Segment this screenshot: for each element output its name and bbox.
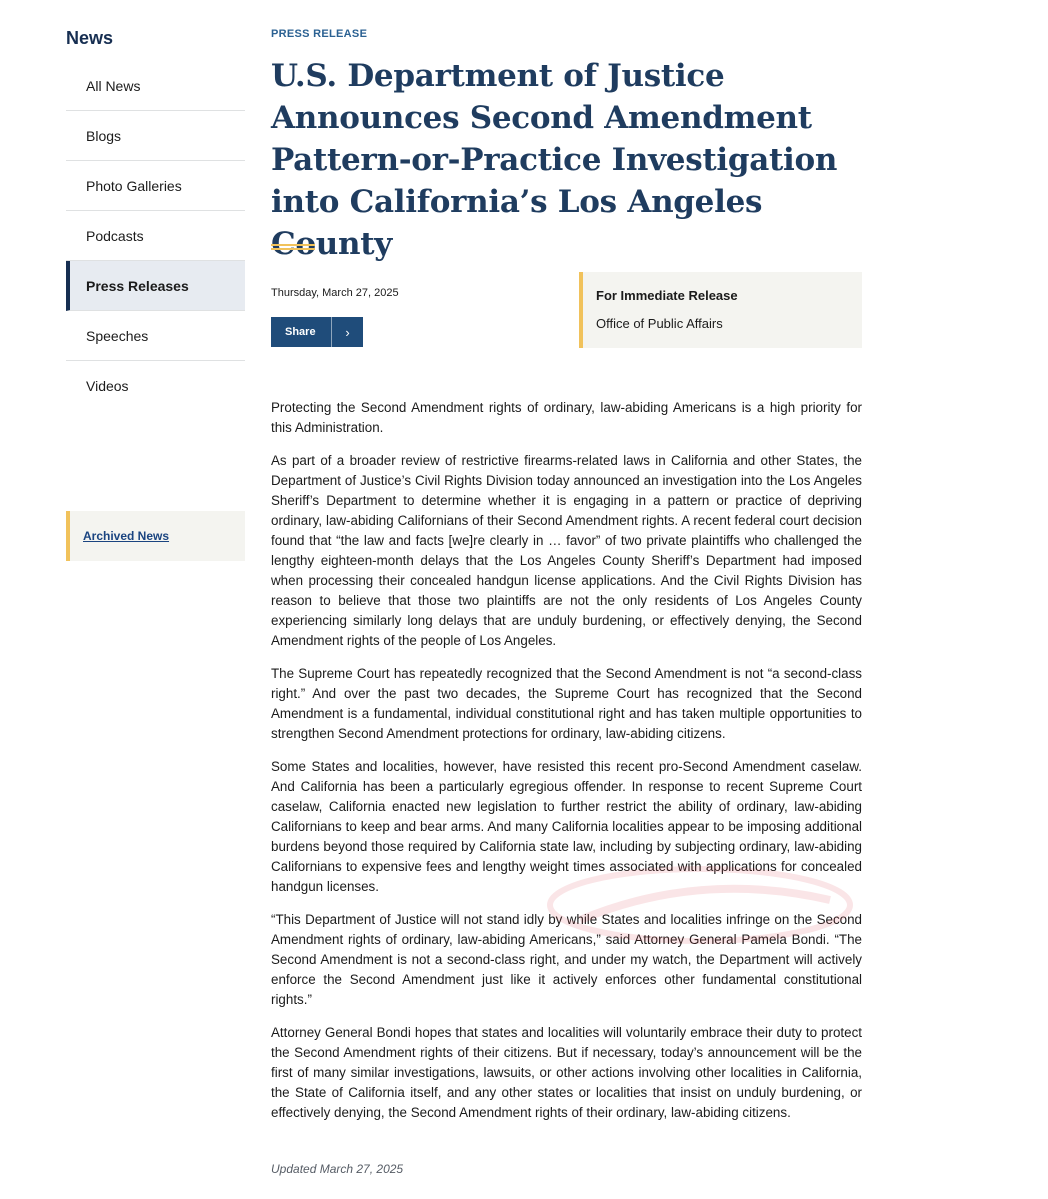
share-button[interactable]: [271, 317, 363, 347]
release-office: Office of Public Affairs: [596, 316, 723, 331]
release-info-box: [579, 272, 862, 348]
archived-news-box: [66, 511, 245, 561]
article-paragraph: The Supreme Court has repeatedly recognized that the Second Amendment is not “a second-class right.” And over the past two decades, the Supreme Court has recognized that the Second Amendment is a fundamental, individual constitutional right and has taken multiple opportunities to strengthen Second Amendment protections for ordinary, law-abiding citizens.: [271, 666, 862, 741]
article-paragraph: Protecting the Second Amendment rights of ordinary, law-abiding Americans is a high priority for this Administration.: [271, 400, 862, 435]
sidebar-title: News: [66, 28, 114, 48]
share-divider: [331, 317, 332, 347]
chevron-right-icon: ›: [345, 324, 350, 340]
sidebar-nav: [66, 61, 245, 411]
sidebar-item-speeches[interactable]: Speeches: [66, 311, 245, 361]
sidebar-item-videos[interactable]: Videos: [86, 378, 129, 394]
article-body: [271, 398, 862, 1136]
sidebar-item-blogs[interactable]: Blogs: [66, 111, 245, 161]
sidebar-item-photo-galleries[interactable]: Photo Galleries: [66, 161, 245, 211]
article-paragraph: “This Department of Justice will not stand idly by while States and localities infringe on the Second Amendment rights of ordinary, law-abiding Americans,” said Attorney General Pamela Bondi. “The Second Amendment is not a second-class right, and under my watch, the Department will actively enforce the Second Amendment just like it actively enforces other fundamental constitutional rights.”: [271, 912, 862, 1007]
page-title: U.S. Department of Justice Announces Second Amendment Pattern-or-Practice Investigation into California’s Los Angeles County: [271, 58, 838, 262]
article-paragraph: Attorney General Bondi hopes that states and localities will voluntarily embrace their duty to protect the Second Amendment rights of their citizens. But if necessary, today’s announcement will be the first of many similar investigations, lawsuits, or other actions involving other localities in California, the State of California itself, and any other states or localities that insist on unduly burdening, or effectively denying, the Second Amendment rights of their ordinary, law-abiding citizens.: [271, 1025, 862, 1120]
sidebar-item-press-releases[interactable]: Press Releases: [66, 261, 245, 311]
article-paragraph: Some States and localities, however, have resisted this recent pro-Second Amendment caselaw. And California has been a particularly egregious offender. In response to recent Supreme Court caselaw, California enacted new legislation to further restrict the ability of ordinary, law-abiding Californians to keep and bear arms. And many California localities appear to be imposing additional burdens beyond those required by California state law, including by subjecting ordinary, law-abiding Californians to expensive fees and lengthy weight times associated with applications for concealed handgun licenses.: [271, 759, 862, 894]
article-date: Thursday, March 27, 2025: [271, 287, 399, 299]
sidebar-item-all-news[interactable]: All News: [66, 61, 245, 111]
article-paragraph: As part of a broader review of restrictive firearms-related laws in California and other States, the Department of Justice’s Civil Rights Division today announced an investigation into the Los Angeles Sheriff’s Department to determine whether it is engaging in a pattern or practice of depriving ordinary, law-abiding Californians of their Second Amendment rights. A recent federal court decision found that “the law and facts [we]re clearly in … favor” of two private plaintiffs who challenged the lengthy eighteen-month delays that the Los Angeles County Sheriff’s Department had imposed when processing their concealed handgun license applications. And the Civil Rights Division has reason to believe that those two plaintiffs are not the only residents of Los Angeles County experiencing similarly long delays that are unduly burdening, or effectively denying, the Second Amendment rights of the people of Los Angeles.: [271, 453, 862, 648]
article-eyebrow: PRESS RELEASE: [271, 28, 368, 40]
share-label: Share: [285, 326, 316, 338]
title-divider: [271, 244, 315, 250]
sidebar-item-podcasts[interactable]: Podcasts: [66, 211, 245, 261]
updated-date: Updated March 27, 2025: [271, 1162, 404, 1176]
archived-news-link[interactable]: Archived News: [83, 529, 170, 543]
release-title: For Immediate Release: [596, 288, 738, 303]
